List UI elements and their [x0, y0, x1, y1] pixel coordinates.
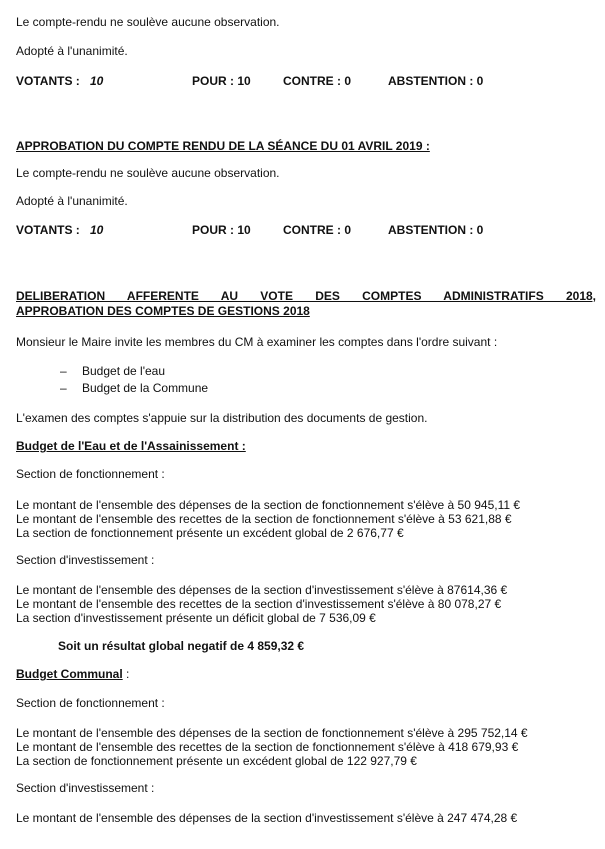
- amount-line: La section de fonctionnement présente un excédent global de 122 927,79 €: [16, 754, 417, 768]
- amount-line: Le montant de l'ensemble des recettes de la section de fonctionnement s'élève à 53 621,88 €: [16, 512, 512, 526]
- amount-line: Le montant de l'ensemble des dépenses de la section d'investissement s'élève à 247 474,28 €: [16, 811, 518, 825]
- abstention-count: ABSTENTION : 0: [388, 223, 484, 237]
- section-label: Section de fonctionnement :: [16, 467, 165, 481]
- section-heading-line1: DELIBERATION AFFERENTE AU VOTE DES COMPTES ADMINISTRATIFS 2018,: [16, 289, 596, 303]
- section-label: Section de fonctionnement :: [16, 696, 165, 710]
- votants-label: VOTANTS :: [16, 74, 80, 88]
- list-item: – Budget de l'eau: [60, 364, 166, 378]
- abstention-count: ABSTENTION : 0: [388, 74, 484, 88]
- budget-eau-title: Budget de l'Eau et de l'Assainissement :: [16, 439, 246, 453]
- section-heading: APPROBATION DU COMPTE RENDU DE LA SÉANCE DU 01 AVRIL 2019 :: [16, 139, 430, 153]
- amount-line: Le montant de l'ensemble des recettes de la section de fonctionnement s'élève à 418 679,93 €: [16, 740, 519, 754]
- adopted-text: Adopté à l'unanimité.: [16, 44, 128, 58]
- contre-count: CONTRE : 0: [283, 74, 352, 88]
- examen-text: L'examen des comptes s'appuie sur la distribution des documents de gestion.: [16, 411, 428, 425]
- votants-value: 10: [90, 74, 104, 88]
- contre-count: CONTRE : 0: [283, 223, 352, 237]
- amount-line: Le montant de l'ensemble des dépenses de la section d'investissement s'élève à 87614,36 €: [16, 583, 508, 597]
- remark-text: Le compte-rendu ne soulève aucune observation.: [16, 166, 280, 180]
- amount-line: Le montant de l'ensemble des dépenses de la section de fonctionnement s'élève à 295 752,14 €: [16, 726, 528, 740]
- votants-value: 10: [90, 223, 104, 237]
- amount-line: La section de fonctionnement présente un excédent global de 2 676,77 €: [16, 526, 404, 540]
- section-label: Section d'investissement :: [16, 781, 155, 795]
- amount-line: Le montant de l'ensemble des dépenses de la section de fonctionnement s'élève à 50 945,11 €: [16, 498, 521, 512]
- amount-line: Le montant de l'ensemble des recettes de la section d'investissement s'élève à 80 078,27 €: [16, 597, 502, 611]
- vote-row: [16, 223, 596, 239]
- votants-label: VOTANTS :: [16, 223, 80, 237]
- section-label: Section d'investissement :: [16, 553, 155, 567]
- section-heading-line2: APPROBATION DES COMPTES DE GESTIONS 2018: [16, 304, 310, 318]
- list-item: – Budget de la Commune: [60, 381, 209, 395]
- amount-line: La section d'investissement présente un déficit global de 7 536,09 €: [16, 611, 376, 625]
- budget-commune-title: Budget Communal :: [16, 667, 130, 681]
- pour-count: POUR : 10: [192, 74, 251, 88]
- intro-text: Monsieur le Maire invite les membres du CM à examiner les comptes dans l'ordre suivant :: [16, 335, 498, 349]
- pour-count: POUR : 10: [192, 223, 251, 237]
- vote-row: [16, 74, 596, 90]
- remark-text: Le compte-rendu ne soulève aucune observation.: [16, 15, 280, 29]
- adopted-text: Adopté à l'unanimité.: [16, 194, 128, 208]
- global-result: Soit un résultat global negatif de 4 859,32 €: [58, 639, 305, 653]
